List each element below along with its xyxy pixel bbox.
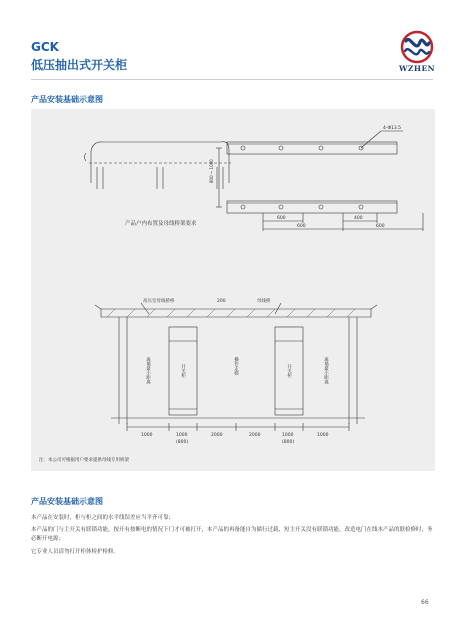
dim-a-1: 600 <box>277 216 286 221</box>
dim-bottom-2: 1000 <box>176 433 188 438</box>
paragraph-3: 它专业人员请勿打开柜体检护检修。 <box>31 549 120 555</box>
zone-label-cabinet-right: 开关柜 <box>286 364 292 378</box>
diagram-note: 注：本公司可根据用户要求提供母线专用桥架 <box>39 458 129 463</box>
zone-label-aisle: 操作走廊 <box>233 357 239 375</box>
header-divider <box>31 79 433 80</box>
zone-label-right: 离墙最小距离 <box>323 357 329 384</box>
product-code: GCK <box>31 40 59 54</box>
section-title-diagram: 产品安装基础示意图 <box>31 95 103 104</box>
dim-bottom-3: (800) <box>176 440 189 445</box>
hole-label: 4-Φ13.5 <box>383 126 402 131</box>
top-caption: 产品户内布置及母线桥架要求 <box>125 221 197 227</box>
section-title-notes: 产品安装基础示意图 <box>31 497 103 506</box>
dim-bottom-8: 1000 <box>317 433 329 438</box>
dim-bottom-6: 1000 <box>282 433 294 438</box>
dim-bottom-1: 1000 <box>141 433 153 438</box>
dim-bottom-5: 2000 <box>249 433 261 438</box>
dim-bottom-4: 2000 <box>211 433 223 438</box>
dim-b-2: 600 <box>376 224 385 229</box>
brand-logo <box>389 30 445 78</box>
dim-a-2: 400 <box>354 216 363 221</box>
installation-diagram <box>31 109 435 471</box>
paragraph-2: 本产品的门与主开关有联锁功能，按开有按断电的情况下门才可被打开，本产品的再备能自为储行过载、短主开关没有联锁功能，改造电门在线本产品的联检修时，务必断开电源； <box>31 527 433 542</box>
zone-label-left: 离墙最小距离 <box>145 357 151 384</box>
logo-mark-icon <box>389 30 445 66</box>
paragraph-1: 本产品在安装时，柜与柜之间的水平线误差应当平齐可靠； <box>31 515 175 521</box>
bridge-label-2: 母线桥 <box>257 299 271 304</box>
dim-bottom-7: (800) <box>282 440 295 445</box>
height-dim-label: 800 ~ 1000 <box>209 159 214 183</box>
bridge-label-1: 高压室母线桥桥 <box>143 299 175 304</box>
page-number: 66 <box>421 599 429 606</box>
bridge-gap-label: 200 <box>217 299 226 304</box>
diagram-drawing <box>31 109 435 471</box>
zone-label-cabinet-left: 开关柜 <box>180 364 186 378</box>
ceiling-slab <box>101 309 371 317</box>
page-title: 低压抽出式开关柜 <box>31 58 128 72</box>
dim-b-1: 600 <box>297 224 306 229</box>
logo-text: WZHEN <box>398 64 436 73</box>
